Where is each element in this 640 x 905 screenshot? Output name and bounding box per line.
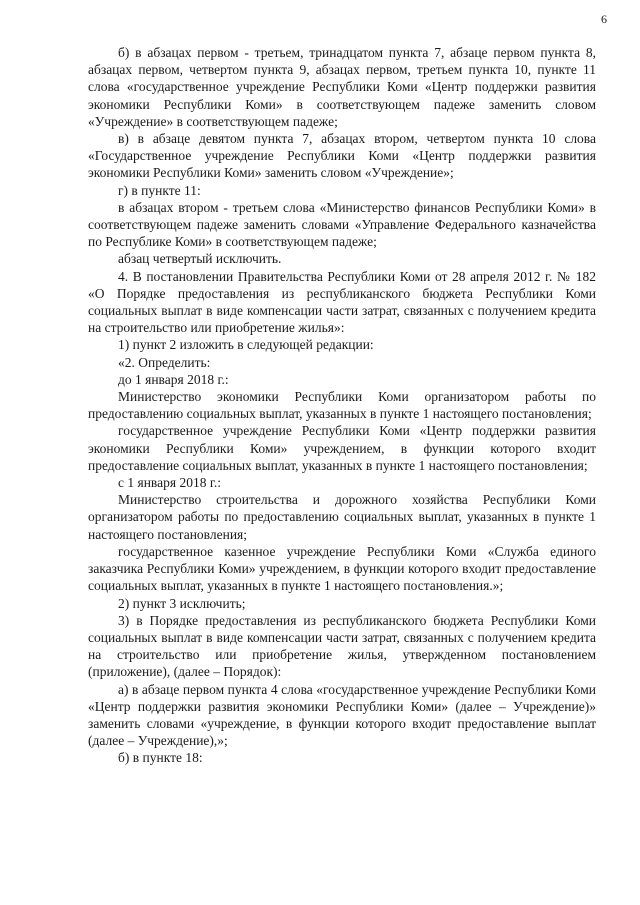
paragraph: «2. Определить: (118, 354, 211, 370)
page-number: 6 (601, 12, 607, 26)
paragraph: в) в абзаце девятом пункта 7, абзацах втором, четвертом пункта 10 слова «Государственное учреждение Республики Коми «Центр поддержки развития экономики Республики Коми» заменить словом «Учреждение»; (88, 131, 596, 181)
paragraph: в абзацах втором - третьем слова «Министерство финансов Республики Коми» в соответствующем падеже заменить словами «Управление Федерального казначейства по Республике Коми» в соответствующем падеже; (88, 199, 596, 250)
paragraph: с 1 января 2018 г.: (118, 475, 221, 491)
paragraph: абзац четвертый исключить. (118, 251, 282, 267)
paragraph: 3) в Порядке предоставления из республиканского бюджета Республики Коми социальных выплат в виде компенсации части затрат, связанных с получением кредита на строительство или приобретение жилья, утвержденном постановлением (приложение), (далее – Порядок): (88, 612, 596, 680)
paragraph: государственное казенное учреждение Республики Коми «Служба единого заказчика Республики Коми» учреждением, в функции которого входит предоставление социальных выплат, указанных в пункте 1 настоящего постановления.»; (88, 543, 596, 594)
paragraph: 2) пункт 3 исключить; (118, 595, 246, 611)
document-body (88, 44, 596, 767)
paragraph: г) в пункте 11: (118, 182, 201, 198)
paragraph: б) в абзацах первом - третьем, тринадцатом пункта 7, абзаце первом пункта 8, абзацах первом, четвертом пункта 9, абзацах первом, третьем пункта 10, пункте 11 слова «государственное учреждение Республики Коми «Центр поддержки развития экономики Республики Коми» в соответствующем падеже заменить словом «Учреждение» в соответствующем падеже; (88, 45, 596, 129)
paragraph: Министерство строительства и дорожного хозяйства Республики Коми организатором работы по предоставлению социальных выплат, указанных в пункте 1 настоящего постановления; (88, 492, 596, 542)
paragraph: 4. В постановлении Правительства Республики Коми от 28 апреля 2012 г. № 182 «О Порядке предоставления из республиканского бюджета Республики Коми социальных выплат в виде компенсации части затрат, связанных с получением кредита на строительство или приобретение жилья»: (88, 268, 596, 336)
paragraph: государственное учреждение Республики Коми «Центр поддержки развития экономики Республики Коми» учреждением, в функции которого входит предоставление социальных выплат, указанных в пункте 1 настоящего постановления; (88, 423, 596, 473)
paragraph: б) в пункте 18: (118, 750, 203, 766)
paragraph: 1) пункт 2 изложить в следующей редакции: (118, 337, 374, 353)
paragraph: Министерство экономики Республики Коми организатором работы по предоставлению социальных выплат, указанных в пункте 1 настоящего постановления; (88, 389, 596, 422)
paragraph: до 1 января 2018 г.: (118, 371, 229, 387)
paragraph: а) в абзаце первом пункта 4 слова «государственное учреждение Республики Коми «Центр поддержки развития экономики Республики Коми» (далее – Учреждение)» заменить словами «учреждение, в функции которого входит предоставление выплат (далее – Учреждение),»; (88, 681, 596, 749)
